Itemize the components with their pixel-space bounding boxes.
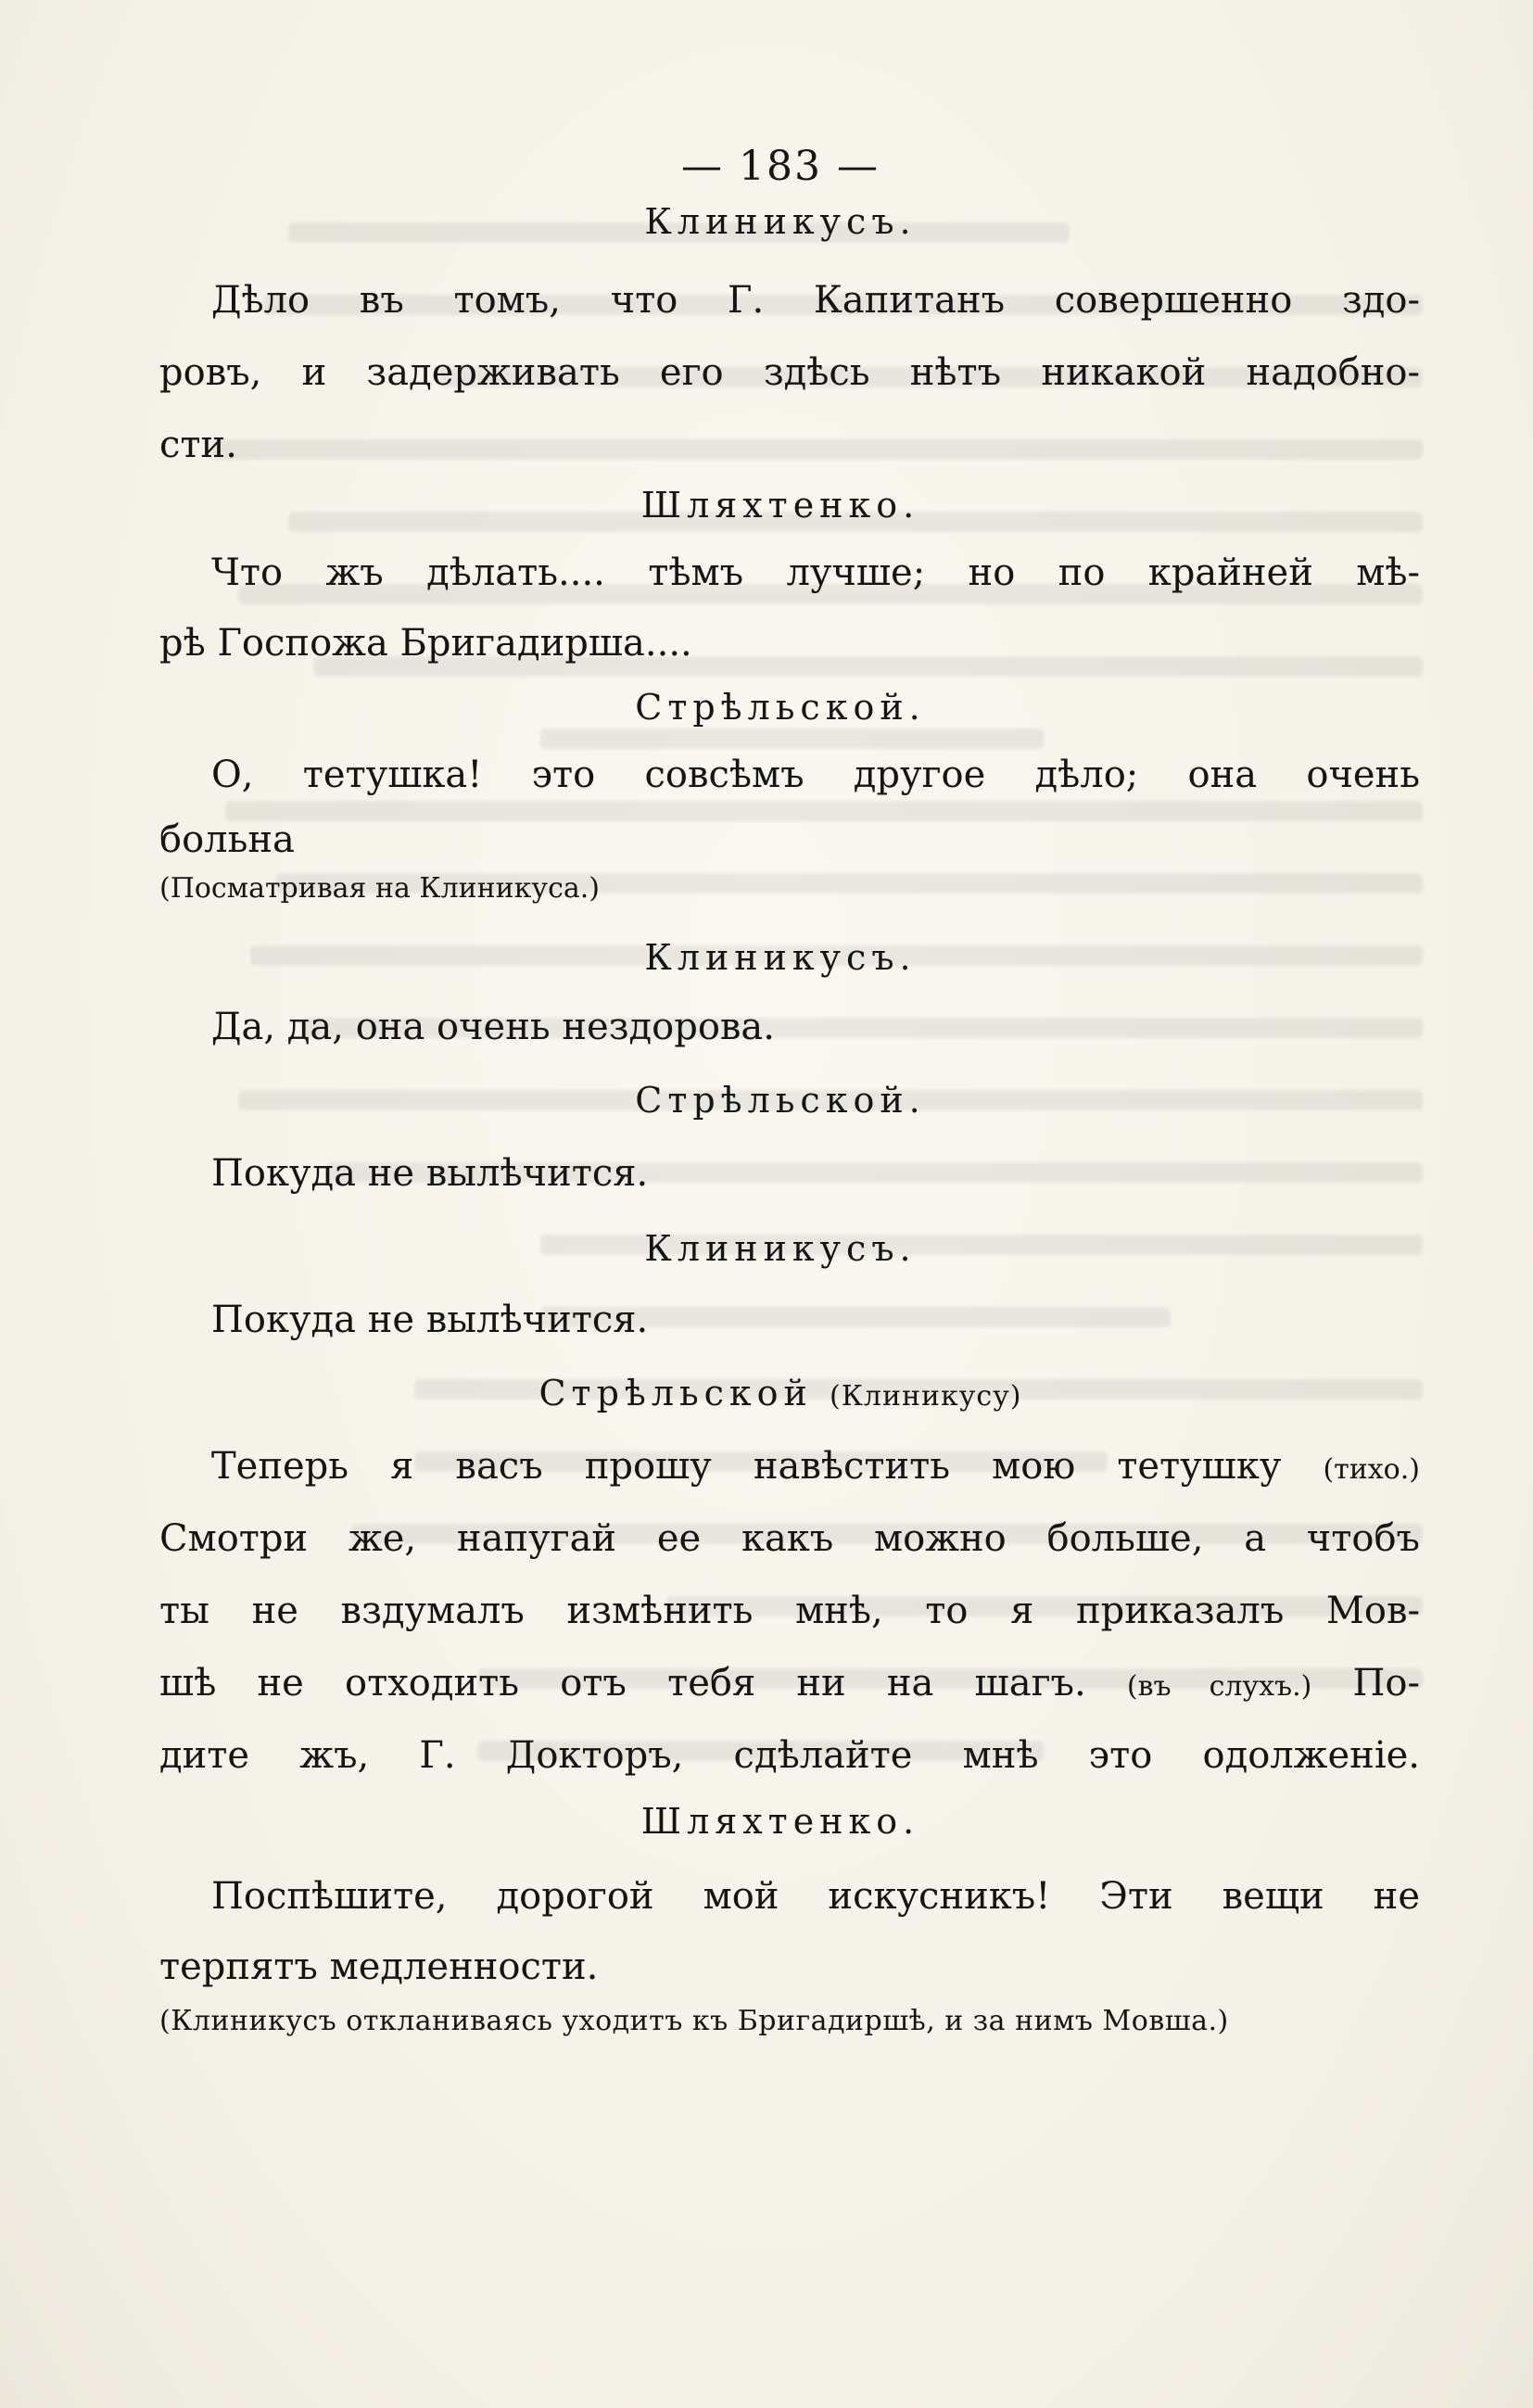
speaker-heading: Стрѣльской.: [635, 687, 926, 728]
text-line: больна: [159, 818, 295, 861]
line-text: шѣ не отходить отъ тебя ни на шагъ.: [159, 1662, 1086, 1705]
text-line: Что жъ дѣлать.... тѣмъ лучше; но по крайней мѣ-: [211, 551, 1420, 594]
stage-note: (тихо.): [1323, 1453, 1420, 1486]
text-line: Покуда не вылѣчится.: [211, 1299, 649, 1341]
text-line: рѣ Госпожа Бригадирша....: [159, 622, 692, 665]
speaker-heading-with-note: [159, 1375, 1401, 1411]
text-line: ровъ, и задерживать его здѣсь нѣтъ никакой надобно-: [159, 351, 1420, 394]
stage-note: (Клиникусу): [829, 1380, 1022, 1413]
page-content: [159, 139, 1420, 2035]
text-line: ты не вздумалъ измѣнить мнѣ, то я приказалъ Мов-: [159, 1590, 1420, 1632]
text-line: сти.: [159, 424, 237, 466]
text-line: Покуда не вылѣчится.: [211, 1152, 649, 1195]
text-line-with-note: [159, 1662, 1421, 1705]
speaker-heading: Шляхтенко.: [640, 485, 920, 526]
stage-note: (въ слухъ.): [1126, 1670, 1312, 1703]
line-text: По-: [1352, 1662, 1421, 1705]
text-line: Смотри же, напугай ее какъ можно больше, а чтобъ: [159, 1517, 1420, 1560]
text-line-with-note: [159, 1445, 1420, 1488]
line-text: Теперь я васъ прошу навѣстить мою тетушку: [211, 1445, 1282, 1488]
text-line: Поспѣшите, дорогой мой искусникъ! Эти вещи не: [211, 1875, 1420, 1918]
text-line: дите жъ, Г. Докторъ, сдѣлайте мнѣ это одолженіе.: [159, 1734, 1420, 1777]
text-line: О, тетушка! это совсѣмъ другое дѣло; она очень: [211, 754, 1420, 796]
speaker-heading: Стрѣльской.: [635, 1080, 926, 1121]
text-line: Дѣло въ томъ, что Г. Капитанъ совершенно здо-: [211, 279, 1420, 322]
stage-direction: (Посматривая на Клиникуса.): [159, 872, 600, 905]
speaker-heading: Клиникусъ.: [644, 1228, 917, 1269]
speaker-heading: Клиникусъ.: [644, 201, 917, 242]
speaker-name: Стрѣльской: [538, 1373, 813, 1413]
speaker-heading: Шляхтенко.: [640, 1801, 920, 1842]
text-line: терпятъ медленности.: [159, 1945, 599, 1988]
stage-direction: (Клиникусъ откланиваясь уходитъ къ Бригадиршѣ, и за нимъ Мовша.): [159, 2005, 1229, 2037]
text-line: Да, да, она очень нездорова.: [211, 1006, 775, 1048]
page-number: — 183 —: [681, 143, 880, 190]
speaker-heading: Клиникусъ.: [644, 937, 917, 978]
